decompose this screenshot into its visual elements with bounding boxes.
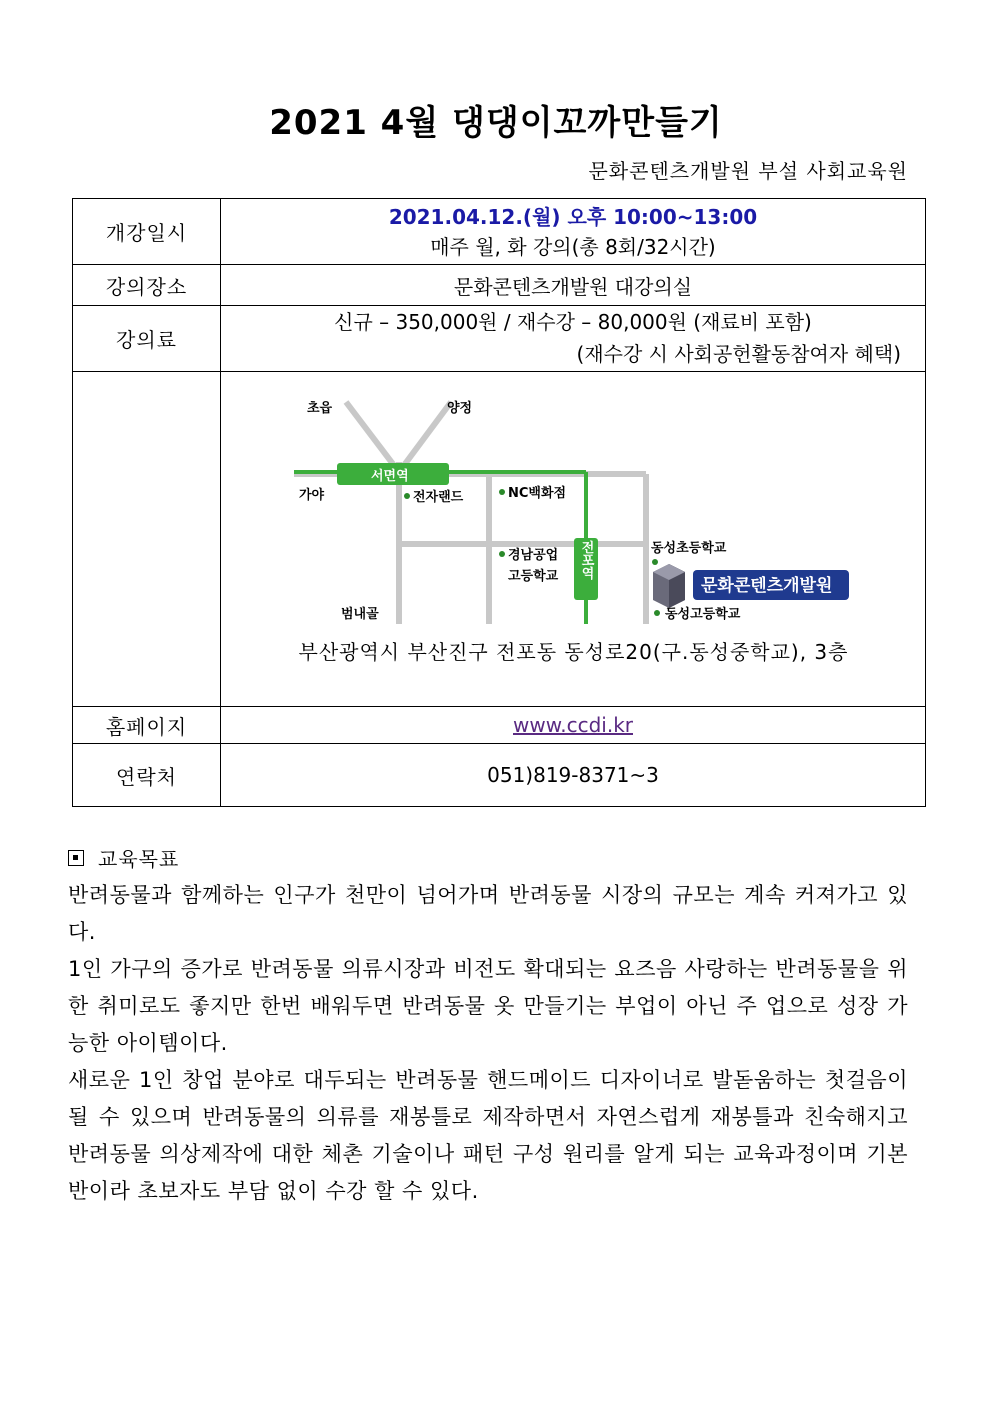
date-note: 매주 월, 화 강의(총 8회/32시간)	[430, 234, 716, 259]
map-label-jeonjaland: 전자랜드	[413, 490, 464, 505]
date-row	[73, 199, 926, 265]
paragraph-1: 반려동물과 함께하는 인구가 천만이 넘어가며 반려동물 시장의 규모는 계속 커져가고 있다.	[68, 883, 908, 944]
map-label-gaya: 가야	[299, 488, 325, 503]
map-label-ccdi: 문화콘텐츠개발원	[701, 576, 833, 596]
fee-note: (재수강 시 사회공헌활동참여자 혜택)	[576, 341, 901, 366]
paragraph-2: 1인 가구의 증가로 반려동물 의류시장과 비전도 확대되는 요즈음 사랑하는 반려동물을 위한 취미로도 좋지만 한번 배워두면 반려동물 옷 만들기는 부업이 아닌 주 업으로 성장 가능한 아이템이다.	[68, 957, 908, 1055]
place-value: 문화콘텐츠개발원 대강의실	[221, 265, 926, 306]
map-label-empty	[73, 372, 221, 707]
building-icon	[653, 564, 685, 608]
map-label-dongseong-high: 동성고등학교	[665, 607, 741, 622]
place-row	[73, 265, 926, 306]
checkbox-bullet-icon	[68, 850, 84, 866]
section-heading	[68, 843, 179, 872]
fee-row	[73, 306, 926, 372]
address-text: 부산광역시 부산진구 전포동 동성로20(구.동성중학교), 3층	[298, 640, 849, 664]
fee-label: 강의료	[73, 306, 221, 372]
organizer-name: 문화콘텐츠개발원 부설 사회교육원	[588, 159, 908, 183]
contact-value: 051)819-8371~3	[221, 744, 926, 807]
map-label-jeonpo: 전포역	[578, 540, 594, 580]
map-label-yangjeong: 양정	[447, 401, 473, 416]
section-body	[68, 877, 908, 1210]
map-label-choeup: 초읍	[307, 401, 333, 416]
date-label: 개강일시	[73, 199, 221, 265]
page-title: 2021 4월 댕댕이꼬까만들기	[269, 103, 723, 143]
paragraph-3: 새로운 1인 창업 분야로 대두되는 반려동물 핸드메이드 디자이너로 발돋움하는 첫걸음이 될 수 있으며 반려동물의 의류를 재봉틀로 제작하면서 자연스럽게 재봉틀과 친숙해지고 반려동물 의상제작에 대한 체촌 기술이나 패턴 구성 원리를 알게 되는 교육과정이며 기본반이라 초보자도 부담 없이 수강 할 수 있다.	[68, 1068, 908, 1203]
info-table	[72, 198, 926, 807]
map-label-seomyeon: 서면역	[371, 469, 409, 484]
place-label: 강의장소	[73, 265, 221, 306]
map-container	[221, 372, 925, 706]
map-row	[73, 372, 926, 707]
homepage-link[interactable]: www.ccdi.kr	[513, 713, 633, 737]
date-cell	[221, 199, 926, 265]
map-label-beomnaegol: 범내골	[341, 607, 379, 622]
map-label-nc: NC백화점	[508, 486, 567, 501]
homepage-label: 홈페이지	[73, 707, 221, 744]
contact-label: 연락처	[73, 744, 221, 807]
map-label-gyeongnam: 경남공업	[508, 548, 559, 563]
fee-value: 신규 – 350,000원 / 재수강 – 80,000원 (재료비 포함)	[334, 309, 812, 334]
map-label-gyeongnam2: 고등학교	[508, 569, 559, 584]
map-label-dongseong-elem: 동성초등학교	[651, 541, 727, 556]
homepage-cell	[221, 707, 926, 744]
date-value: 2021.04.12.(월) 오후 10:00~13:00	[388, 204, 758, 229]
fee-cell	[221, 306, 926, 372]
section-heading-text: 교육목표	[98, 847, 180, 871]
homepage-row	[73, 707, 926, 744]
map-cell	[221, 372, 926, 707]
contact-row	[73, 744, 926, 807]
